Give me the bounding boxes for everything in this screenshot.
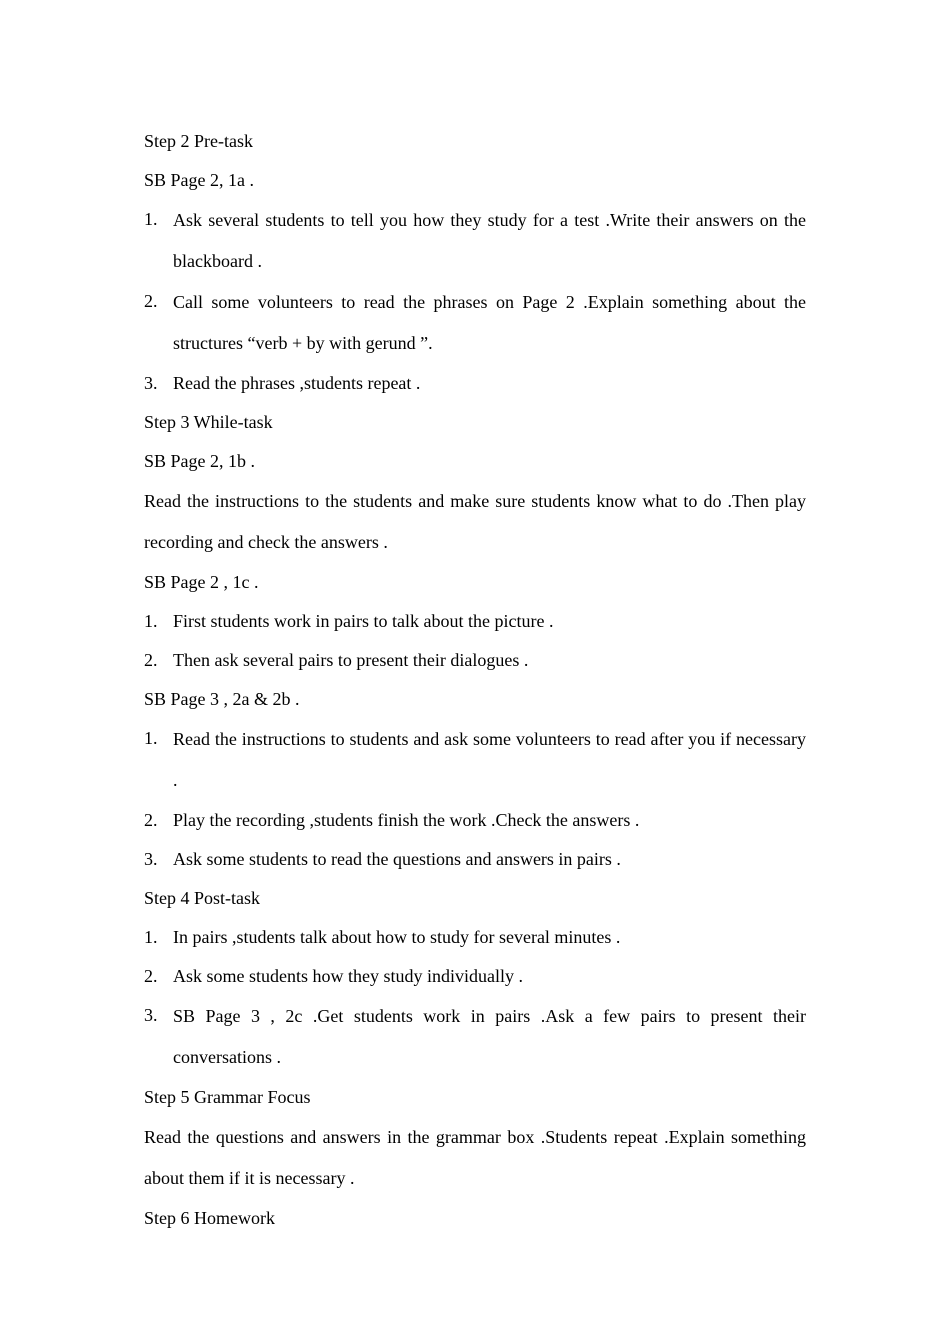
list-number: 1. xyxy=(144,728,158,748)
list-number: 3. xyxy=(144,373,158,393)
list-item xyxy=(144,364,806,403)
step-heading: Step 5 Grammar Focus xyxy=(144,1087,311,1107)
list-item xyxy=(144,996,806,1078)
list-text: Ask several students to tell you how they study for a test .Write their answers on the blackboard . xyxy=(173,210,806,271)
list-item xyxy=(144,840,806,879)
list-item xyxy=(144,957,806,996)
paragraph: Read the questions and answers in the grammar box .Students repeat .Explain something about them if it is necessary . xyxy=(144,1127,806,1188)
list-text: Ask some students how they study individually . xyxy=(173,966,523,986)
list-item xyxy=(144,602,806,641)
list-text: Read the instructions to students and ask some volunteers to read after you if necessary . xyxy=(173,729,806,790)
list-item xyxy=(144,282,806,364)
list-number: 1. xyxy=(144,209,158,229)
list-item xyxy=(144,200,806,282)
list-number: 2. xyxy=(144,291,158,311)
document-body xyxy=(144,122,806,1238)
list-text: First students work in pairs to talk about the picture . xyxy=(173,611,554,631)
list-item xyxy=(144,641,806,680)
list-number: 1. xyxy=(144,927,158,947)
list-item xyxy=(144,719,806,801)
list-text: In pairs ,students talk about how to study for several minutes . xyxy=(173,927,621,947)
list-number: 3. xyxy=(144,849,158,869)
list-text: SB Page 3 , 2c .Get students work in pairs .Ask a few pairs to present their conversations . xyxy=(173,1006,806,1067)
list-item xyxy=(144,918,806,957)
step-heading: Step 6 Homework xyxy=(144,1208,275,1228)
list-number: 2. xyxy=(144,650,158,670)
list-number: 3. xyxy=(144,1005,158,1025)
paragraph: Read the instructions to the students and make sure students know what to do .Then play recording and check the answers . xyxy=(144,491,806,552)
list-text: Ask some students to read the questions and answers in pairs . xyxy=(173,849,621,869)
list-number: 1. xyxy=(144,611,158,631)
step-heading: Step 4 Post-task xyxy=(144,888,261,908)
sb-reference: SB Page 2, 1b . xyxy=(144,451,256,471)
list-number: 2. xyxy=(144,810,158,830)
sb-reference: SB Page 2 , 1c . xyxy=(144,572,259,592)
step-heading: Step 3 While-task xyxy=(144,412,273,432)
sb-reference: SB Page 2, 1a . xyxy=(144,170,254,190)
list-item xyxy=(144,801,806,840)
list-text: Then ask several pairs to present their dialogues . xyxy=(173,650,529,670)
list-text: Play the recording ,students finish the work .Check the answers . xyxy=(173,810,640,830)
list-number: 2. xyxy=(144,966,158,986)
step-heading: Step 2 Pre-task xyxy=(144,131,253,151)
list-text: Read the phrases ,students repeat . xyxy=(173,373,421,393)
list-text: Call some volunteers to read the phrases on Page 2 .Explain something about the structures “verb + by with gerund ”. xyxy=(173,292,806,353)
sb-reference: SB Page 3 , 2a & 2b . xyxy=(144,689,300,709)
